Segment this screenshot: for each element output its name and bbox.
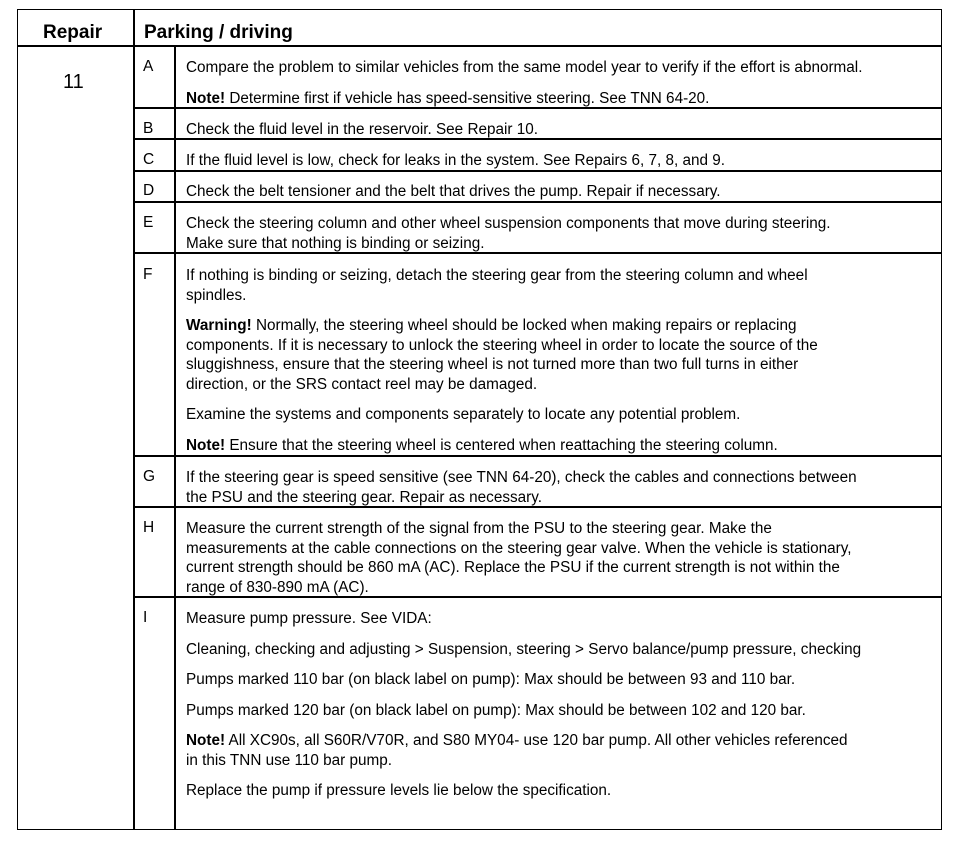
paragraph-text: Pumps marked 120 bar (on black label on pump): Max should be between 102 and 120 bar. [186, 701, 806, 719]
paragraph-text: Ensure that the steering wheel is centered when reattaching the steering column. [225, 436, 778, 454]
step-paragraph [186, 519, 936, 597]
step-text [186, 519, 936, 597]
step-letter: A [143, 58, 154, 75]
step-text [186, 151, 936, 171]
paragraph-text: Pumps marked 110 bar (on black label on pump): Max should be between 93 and 110 bar. [186, 671, 796, 688]
step-paragraph [186, 640, 936, 660]
step-paragraph [186, 609, 936, 629]
header-section: Parking / driving [144, 22, 293, 43]
step-letter: B [143, 120, 154, 137]
step-paragraph [186, 266, 936, 305]
paragraph-text: Determine first if vehicle has speed-sensitive steering. See TNN 64-20. [225, 89, 710, 107]
paragraph-text: If the fluid level is low, check for leaks in the system. See Repairs 6, 7, 8, and 9. [186, 152, 726, 169]
step-text [186, 214, 936, 253]
step-letter: F [143, 266, 153, 283]
emphasis-label: Note! [186, 732, 226, 749]
emphasis-label: Note! [186, 89, 226, 107]
step-paragraph [186, 468, 936, 507]
step-text [186, 266, 936, 455]
step-letter: H [143, 519, 155, 536]
step-text [186, 468, 936, 507]
step-text [186, 58, 936, 108]
step-letter: C [143, 151, 155, 168]
paragraph-text: Normally, the steering wheel should be locked when making repairs or replacing components. If it is necessary to unlock the steering wheel in order to locate the source of the sluggishness, ensure that the steering wheel is not turned more than two full turns in either direction, or the SRS contact reel may be damaged. [186, 317, 818, 393]
step-paragraph [186, 436, 936, 456]
header-divider [17, 45, 942, 47]
step-paragraph [186, 151, 936, 171]
paragraph-text: All XC90s, all S60R/V70R, and S80 MY04- use 120 bar pump. All other vehicles referenced in this TNN use 110 bar pump. [186, 732, 848, 769]
paragraph-text: Measure the current strength of the signal from the PSU to the steering gear. Make the measurements at the cable connections on the steering gear valve. When the vehicle is stationary, current strength should be 860 mA (AC). Replace the PSU if the current strength is not within the range of 830-890 mA (AC). [186, 520, 852, 596]
step-paragraph [186, 316, 936, 394]
emphasis-label: Note! [186, 436, 226, 454]
header-repair: Repair [43, 22, 103, 43]
step-paragraph [186, 405, 936, 425]
step-paragraph [186, 781, 936, 801]
step-letter: D [143, 182, 155, 199]
step-letter: G [143, 468, 156, 485]
step-paragraph [186, 670, 936, 690]
paragraph-text: Check the belt tensioner and the belt that drives the pump. Repair if necessary. [186, 183, 721, 200]
repair-number: 11 [63, 71, 84, 93]
step-text [186, 120, 936, 140]
step-paragraph [186, 214, 936, 253]
step-paragraph [186, 701, 936, 721]
step-paragraph [186, 731, 936, 770]
step-paragraph [186, 58, 936, 78]
step-letter: E [143, 214, 154, 231]
paragraph-text: Cleaning, checking and adjusting > Suspension, steering > Servo balance/pump pressure, checking [186, 640, 862, 658]
step-letter: I [143, 609, 148, 626]
emphasis-label: Warning! [186, 317, 252, 334]
paragraph-text: If the steering gear is speed sensitive (see TNN 64-20), check the cables and connections between the PSU and the steering gear. Repair as necessary. [186, 469, 857, 506]
step-paragraph [186, 182, 936, 202]
step-text [186, 609, 936, 801]
paragraph-text: Measure pump pressure. See VIDA: [186, 610, 432, 627]
row-divider [133, 455, 942, 457]
step-paragraph [186, 89, 936, 109]
paragraph-text: Examine the systems and components separately to locate any potential problem. [186, 406, 741, 423]
step-paragraph [186, 120, 936, 140]
paragraph-text: Check the fluid level in the reservoir. See Repair 10. [186, 121, 539, 138]
step-text [186, 182, 936, 202]
paragraph-text: If nothing is binding or seizing, detach the steering gear from the steering column and wheel spindles. [186, 267, 808, 304]
paragraph-text: Compare the problem to similar vehicles from the same model year to verify if the effort is abnormal. [186, 59, 863, 76]
paragraph-text: Check the steering column and other wheel suspension components that move during steering. Make sure that nothing is binding or seizing. [186, 215, 831, 252]
paragraph-text: Replace the pump if pressure levels lie below the specification. [186, 782, 612, 799]
divider-letter-column [174, 46, 176, 830]
divider-repair-column [133, 9, 135, 830]
